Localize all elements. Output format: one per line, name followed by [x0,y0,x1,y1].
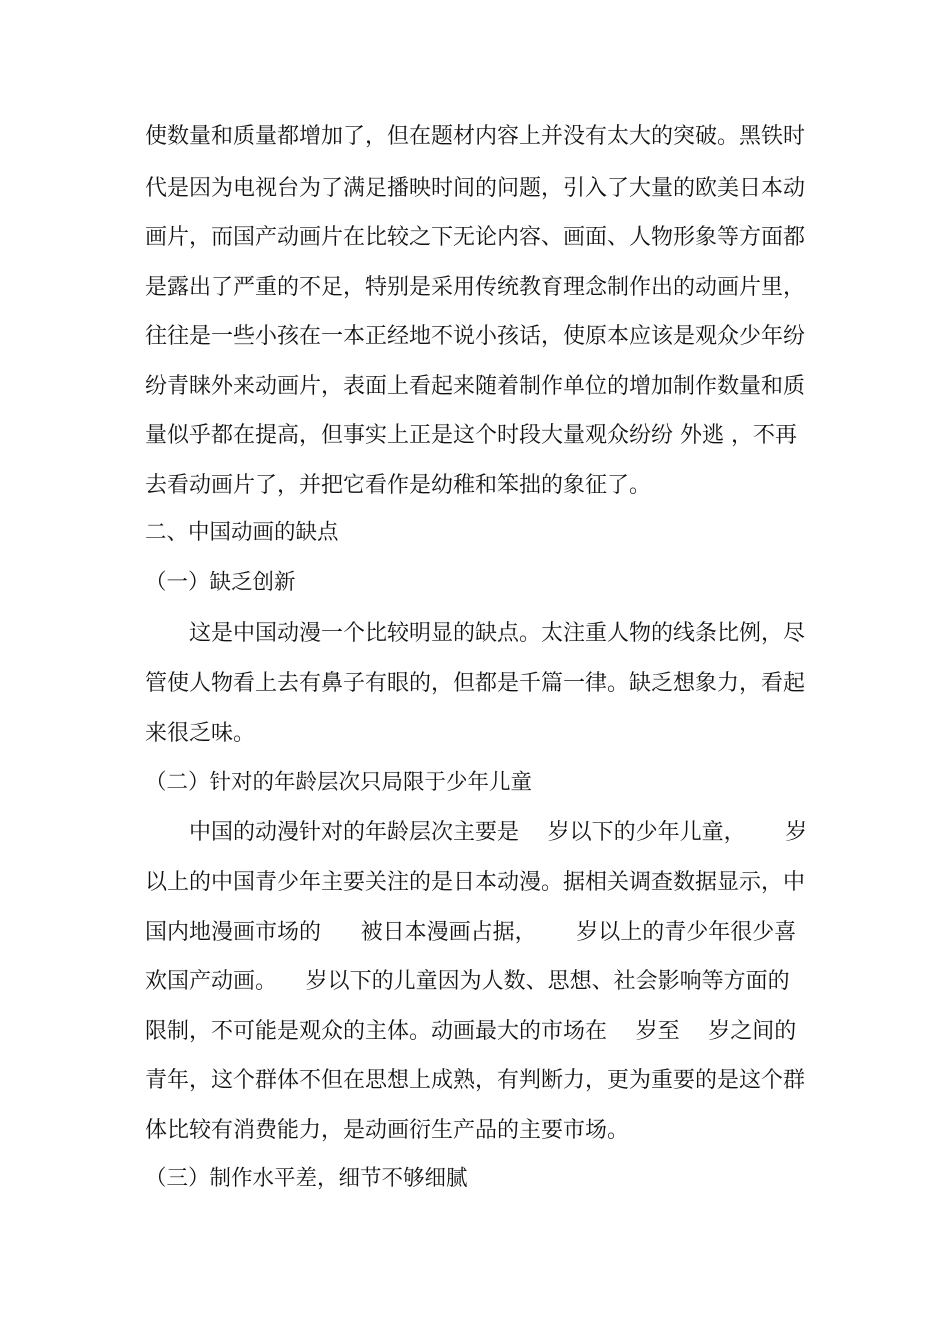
text-line [145,918,810,948]
text-segment: 中国的动漫针对的年龄层次主要是 [189,820,520,845]
subsection-heading: （二）针对的年龄层次只局限于少年儿童 [145,770,533,795]
text-segment: 限制，不可能是观众的主体。动画最大的市场在 [145,1019,608,1044]
text-segment: 岁 [785,820,808,845]
subsection-heading: （一）缺乏创新 [145,570,296,595]
text-segment: 岁至 [635,1019,680,1044]
text-line: 以上的中国青少年主要关注的是日本动漫。据相关调查数据显示，中 [145,870,806,895]
text-segment: 被日本漫画占据， [360,920,537,945]
text-line: 这是中国动漫一个比较明显的缺点。太注重人物的线条比例，尽 [189,621,806,646]
text-line: 去看动画片了，并把它看作是幼稚和笨拙的象征了。 [145,473,652,498]
text-line: 纷青睐外来动画片，表面上看起来随着制作单位的增加制作数量和质 [145,374,806,399]
text-line: 往往是一些小孩在一本正经地不说小孩话，使原本应该是观众少年纷 [145,324,806,349]
text-line [189,818,810,848]
text-line [145,1017,810,1047]
text-line: 量似乎都在提高，但事实上正是这个时段大量观众纷纷 外逃 ，不再 [145,423,797,448]
text-line: 使数量和质量都增加了，但在题材内容上并没有太大的突破。黑铁时 [145,124,806,149]
subsection-heading: （三）制作水平差，细节不够细腻 [145,1166,468,1191]
text-segment: 岁之间的 [708,1019,797,1044]
text-segment: 岁以下的儿童因为人数、思想、社会影响等方面的 [305,969,790,994]
text-line: 管使人物看上去有鼻子有眼的，但都是千篇一律。缺乏想象力，看起 [145,671,806,696]
text-segment: 岁以上的青少年很少喜 [576,920,797,945]
text-line [145,967,810,997]
section-heading: 二、中国动画的缺点 [145,520,339,545]
text-line: 来很乏味。 [145,721,256,746]
text-line: 画片，而国产动画片在比较之下无论内容、画面、人物形象等方面都 [145,225,806,250]
text-line: 是露出了严重的不足，特别是采用传统教育理念制作出的动画片里， [145,275,806,300]
text-segment: 欢国产动画。 [145,969,278,994]
text-segment: 岁以下的少年儿童， [547,820,746,845]
text-line: 代是因为电视台为了满足播映时间的问题，引入了大量的欧美日本动 [145,176,806,201]
text-line: 青年，这个群体不但在思想上成熟，有判断力，更为重要的是这个群 [145,1068,806,1093]
text-segment: 国内地漫画市场的 [145,920,322,945]
text-line: 体比较有消费能力，是动画衍生产品的主要市场。 [145,1118,630,1143]
